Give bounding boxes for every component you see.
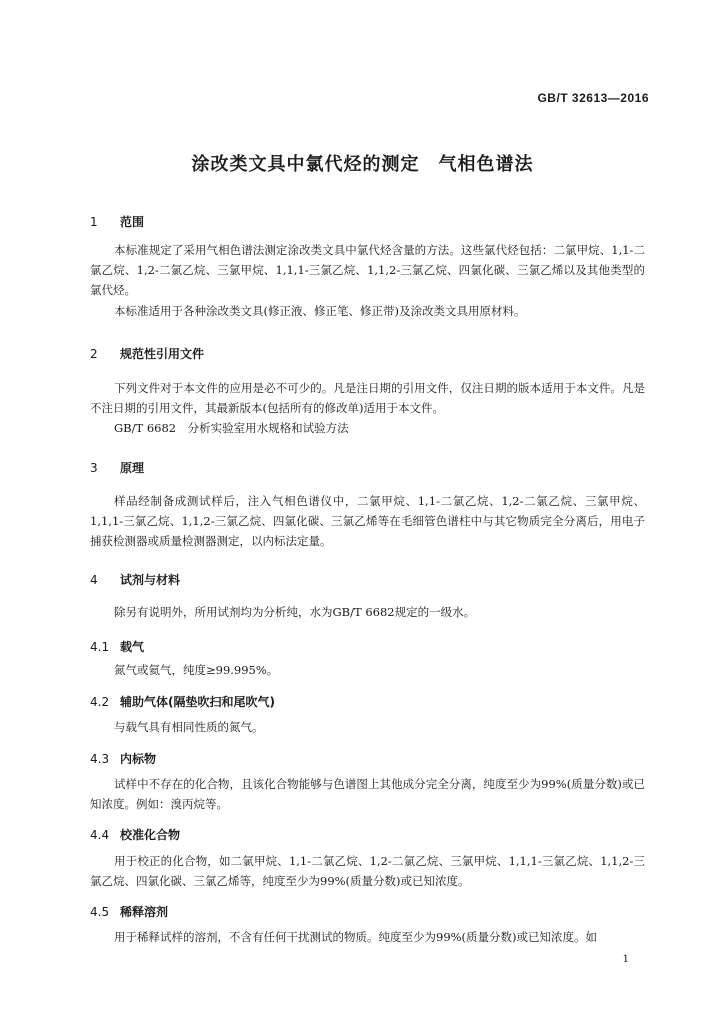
section-number: 4.1 xyxy=(90,640,110,654)
section-4-3-paragraph: 试样中不存在的化合物，且该化合物能够与色谱图上其他成分完全分离，纯度至少为99%(质量分数)或已知浓度。例如：溴丙烷等。 xyxy=(90,777,645,811)
section-heading-4-2 xyxy=(90,693,275,710)
section-1-paragraph-2: 本标准适用于各种涂改类文具(修正液、修正笔、修正带)及涂改类文具用原材料。 xyxy=(114,304,526,318)
section-title: 原理 xyxy=(120,461,145,475)
section-heading-3 xyxy=(90,459,144,476)
section-title: 范围 xyxy=(120,215,145,229)
section-heading-4-5 xyxy=(90,903,168,920)
section-title: 载气 xyxy=(120,640,145,654)
section-4-4-paragraph: 用于校正的化合物，如二氯甲烷、1,1-二氯乙烷、1,2-二氯乙烷、三氯甲烷、1,1,1-三氯乙烷、1,1,2-三氯乙烷、四氯化碳、三氯乙烯等，纯度至少为99%(质量分数)或已知浓度。 xyxy=(90,854,645,888)
section-title: 规范性引用文件 xyxy=(120,347,205,361)
page-number: 1 xyxy=(622,954,629,965)
section-number: 1 xyxy=(90,215,98,229)
section-3-paragraph-1: 样品经制备成测试样后，注入气相色谱仪中，二氯甲烷、1,1-二氯乙烷、1,2-二氯乙烷、三氯甲烷、1,1,1-三氯乙烷、1,1,2-三氯乙烷、四氯化碳、三氯乙烯等在毛细管色谱柱中与其它物质完全分离后，用电子捕获检测器或质量检测器测定，以内标法定量。 xyxy=(90,494,645,548)
standard-number: GB/T 32613—2016 xyxy=(537,91,649,105)
section-number: 4.3 xyxy=(90,752,110,766)
section-heading-4 xyxy=(90,571,180,588)
section-heading-1 xyxy=(90,213,144,230)
section-title: 辅助气体(隔垫吹扫和尾吹气) xyxy=(120,695,275,709)
section-2-paragraph-1: 下列文件对于本文件的应用是必不可少的。凡是注日期的引用文件，仅注日期的版本适用于本文件。凡是不注日期的引用文件，其最新版本(包括所有的修改单)适用于本文件。 xyxy=(90,381,645,415)
section-number: 4.2 xyxy=(90,695,110,709)
section-2-reference: GB/T 6682 分析实验室用水规格和试验方法 xyxy=(114,421,349,435)
section-heading-4-1 xyxy=(90,638,144,655)
section-number: 4.5 xyxy=(90,905,110,919)
section-number: 3 xyxy=(90,461,98,475)
section-4-paragraph-1: 除另有说明外，所用试剂均为分析纯，水为GB/T 6682规定的一级水。 xyxy=(114,605,476,619)
document-title: 涂改类文具中氯代烃的测定 气相色谱法 xyxy=(191,154,534,175)
section-4-2-paragraph: 与载气具有相同性质的氮气。 xyxy=(114,720,264,734)
section-number: 4.4 xyxy=(90,828,110,842)
section-heading-4-4 xyxy=(90,826,180,843)
section-title: 校准化合物 xyxy=(120,828,181,842)
section-title: 稀释溶剂 xyxy=(120,905,169,919)
section-heading-2 xyxy=(90,345,204,362)
section-number: 4 xyxy=(90,573,98,587)
section-1-paragraph-1: 本标准规定了采用气相色谱法测定涂改类文具中氯代烃含量的方法。这些氯代烃包括：二氯甲烷、1,1-二氯乙烷、1,2-二氯乙烷、三氯甲烷、1,1,1-三氯乙烷、1,1,2-三氯乙烷、四氯化碳、三氯乙烯以及其他类型的氯代烃。 xyxy=(90,243,645,297)
section-heading-4-3 xyxy=(90,750,156,767)
section-title: 试剂与材料 xyxy=(120,573,181,587)
section-number: 2 xyxy=(90,347,98,361)
section-title: 内标物 xyxy=(120,752,157,766)
section-4-5-paragraph: 用于稀释试样的溶剂，不含有任何干扰测试的物质。纯度至少为99%(质量分数)或已知浓度。如 xyxy=(114,930,598,944)
section-4-1-paragraph: 氮气或氦气，纯度≥99.995%。 xyxy=(114,663,279,677)
